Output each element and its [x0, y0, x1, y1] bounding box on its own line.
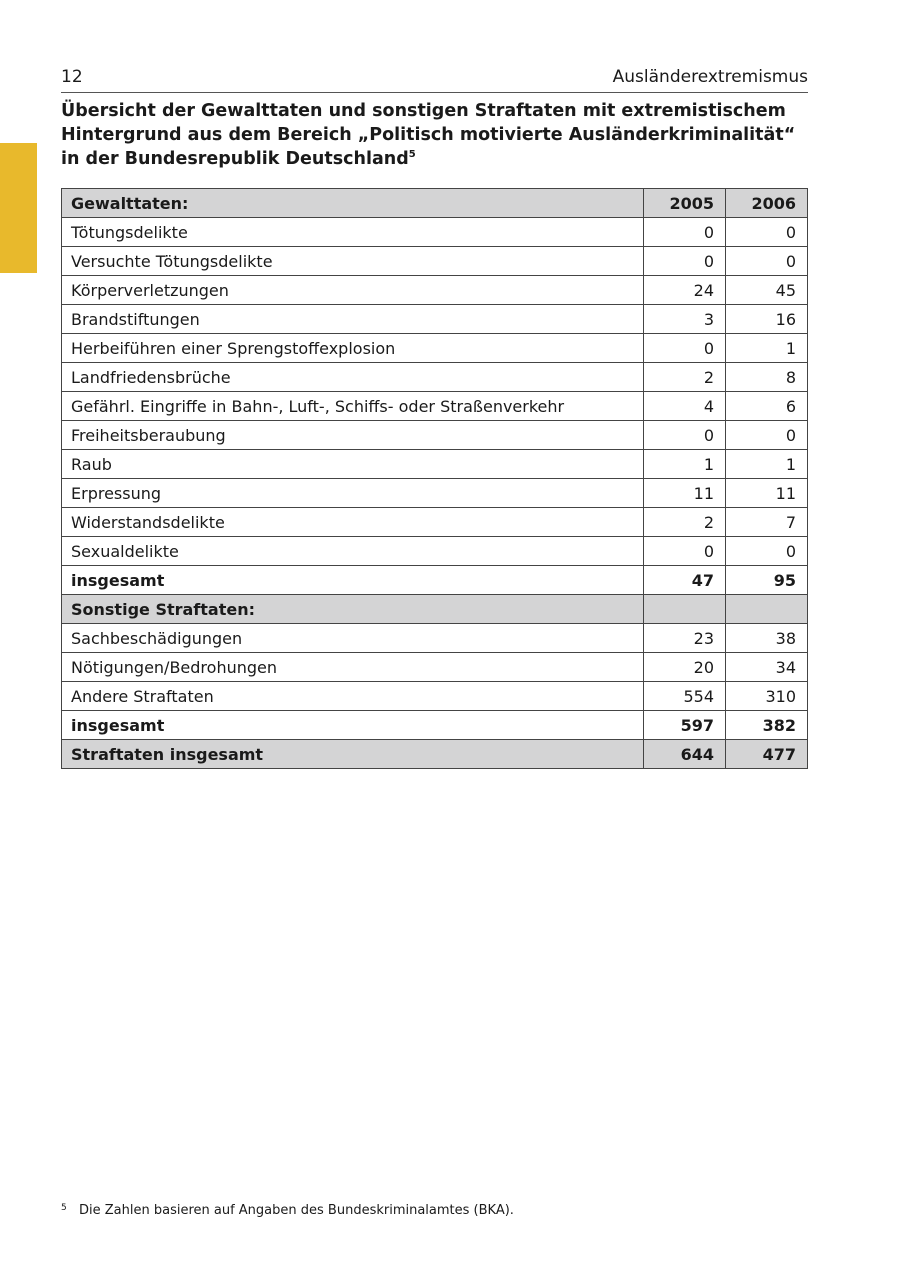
running-header	[61, 66, 808, 93]
chapter-accent-bar	[0, 143, 37, 273]
table-header-row-violent	[62, 189, 808, 218]
value-2006: 1	[726, 450, 808, 479]
title-line-3	[61, 147, 821, 171]
row-label: Tötungsdelikte	[62, 218, 644, 247]
value-2006: 0	[726, 247, 808, 276]
footnote	[61, 1199, 514, 1220]
title-line-3-text: in der Bundesrepublik Deutschland	[61, 149, 409, 169]
value-2006: 11	[726, 479, 808, 508]
value-2005: 0	[644, 421, 726, 450]
title-line-1: Übersicht der Gewalttaten und sonstigen Straftaten mit extremistischem	[61, 101, 786, 121]
row-label: Erpressung	[62, 479, 644, 508]
footnote-text: Die Zahlen basieren auf Angaben des Bundeskriminalamtes (BKA).	[79, 1203, 514, 1218]
value-2005: 24	[644, 276, 726, 305]
row-label: Andere Straftaten	[62, 682, 644, 711]
value-2006: 45	[726, 276, 808, 305]
total-2006: 95	[726, 566, 808, 595]
value-2005: 3	[644, 305, 726, 334]
row-label: Raub	[62, 450, 644, 479]
value-2005: 2	[644, 363, 726, 392]
grand-total-2006: 477	[726, 740, 808, 769]
row-label: Herbeiführen einer Sprengstoffexplosion	[62, 334, 644, 363]
grand-total-label: Straftaten insgesamt	[62, 740, 644, 769]
table-row	[62, 537, 808, 566]
value-2006: 310	[726, 682, 808, 711]
grand-total-2005: 644	[644, 740, 726, 769]
total-label: insgesamt	[62, 566, 644, 595]
footnote-reference: 5	[408, 149, 416, 160]
row-label: Sexualdelikte	[62, 537, 644, 566]
row-label: Gefährl. Eingriffe in Bahn-, Luft-, Schiffs- oder Straßenverkehr	[62, 392, 644, 421]
grand-total-row	[62, 740, 808, 769]
table-row	[62, 624, 808, 653]
year-2006-header: 2006	[726, 189, 808, 218]
other-header-2005	[644, 595, 726, 624]
value-2005: 0	[644, 537, 726, 566]
value-2005: 23	[644, 624, 726, 653]
total-label: insgesamt	[62, 711, 644, 740]
table-row	[62, 421, 808, 450]
value-2005: 20	[644, 653, 726, 682]
title-line-2: Hintergrund aus dem Bereich „Politisch motivierte Ausländerkriminalität“	[61, 125, 796, 145]
value-2005: 2	[644, 508, 726, 537]
year-2005-header: 2005	[644, 189, 726, 218]
table-row	[62, 276, 808, 305]
other-header-label: Sonstige Straftaten:	[62, 595, 644, 624]
table-row	[62, 218, 808, 247]
table-row	[62, 247, 808, 276]
row-label: Freiheitsberaubung	[62, 421, 644, 450]
table-row	[62, 479, 808, 508]
value-2005: 0	[644, 334, 726, 363]
value-2006: 6	[726, 392, 808, 421]
other-total-row	[62, 711, 808, 740]
value-2006: 8	[726, 363, 808, 392]
page-number: 12	[61, 67, 83, 87]
table-row	[62, 653, 808, 682]
value-2006: 0	[726, 421, 808, 450]
value-2005: 1	[644, 450, 726, 479]
value-2006: 1	[726, 334, 808, 363]
document-title	[61, 99, 821, 171]
total-2005: 47	[644, 566, 726, 595]
table-row	[62, 682, 808, 711]
crime-statistics-table	[61, 188, 808, 769]
total-2005: 597	[644, 711, 726, 740]
table-row	[62, 508, 808, 537]
table-row	[62, 450, 808, 479]
row-label: Landfriedensbrüche	[62, 363, 644, 392]
value-2005: 554	[644, 682, 726, 711]
row-label: Versuchte Tötungsdelikte	[62, 247, 644, 276]
footnote-mark: 5	[61, 1203, 67, 1213]
value-2006: 34	[726, 653, 808, 682]
other-header-2006	[726, 595, 808, 624]
row-label: Nötigungen/Bedrohungen	[62, 653, 644, 682]
value-2006: 0	[726, 537, 808, 566]
row-label: Körperverletzungen	[62, 276, 644, 305]
table-row	[62, 392, 808, 421]
value-2005: 4	[644, 392, 726, 421]
row-label: Widerstandsdelikte	[62, 508, 644, 537]
row-label: Brandstiftungen	[62, 305, 644, 334]
table-header-row-other	[62, 595, 808, 624]
section-name: Ausländerextremismus	[612, 67, 808, 87]
value-2006: 16	[726, 305, 808, 334]
value-2006: 7	[726, 508, 808, 537]
violent-header-label: Gewalttaten:	[62, 189, 644, 218]
value-2006: 0	[726, 218, 808, 247]
table-row	[62, 363, 808, 392]
table-row	[62, 334, 808, 363]
total-2006: 382	[726, 711, 808, 740]
value-2005: 0	[644, 218, 726, 247]
row-label: Sachbeschädigungen	[62, 624, 644, 653]
table-row	[62, 305, 808, 334]
value-2006: 38	[726, 624, 808, 653]
value-2005: 11	[644, 479, 726, 508]
value-2005: 0	[644, 247, 726, 276]
violent-total-row	[62, 566, 808, 595]
